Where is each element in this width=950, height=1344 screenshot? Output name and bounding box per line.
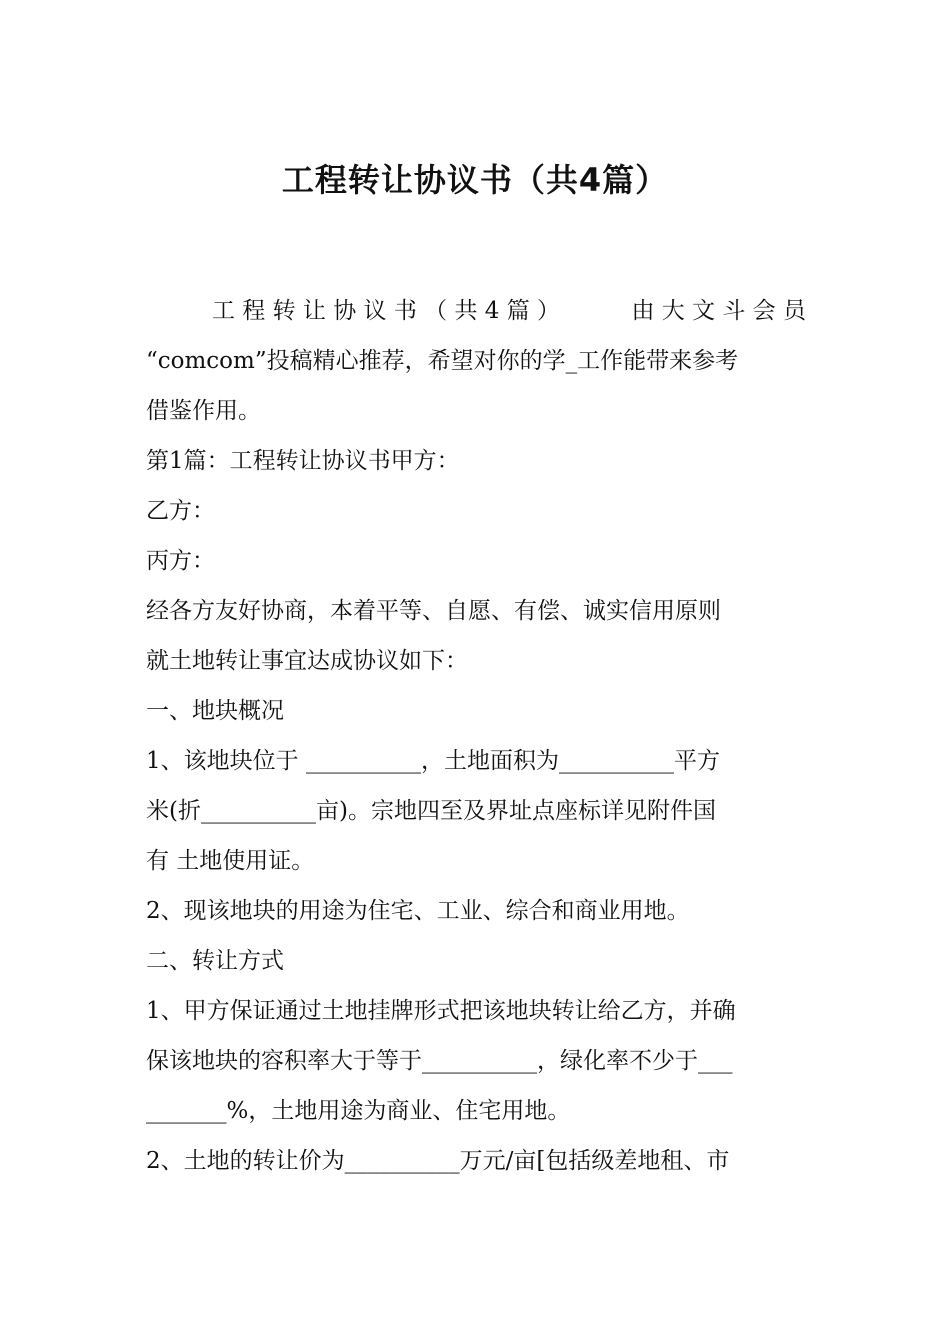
document-body [146,286,806,1186]
paragraph-line: 就土地转让事宜达成协议如下： [146,648,468,674]
intro-line-1 [146,286,806,336]
paragraph-line: 1、甲方保证通过土地挂牌形式把该地块转让给乙方，并确 [146,998,736,1024]
intro-line-1-left: 工 程 转 让 协 议 书 （ 共 4 篇 ） [212,298,561,324]
paragraph-line: 保该地块的容积率大于等于__________，绿化率不少于___ [146,1048,733,1074]
paragraph-line: _______%，土地用途为商业、住宅用地。 [146,1098,571,1124]
paragraph-line: 乙方： [146,498,215,524]
paragraph-line: 2、现该地块的用途为住宅、工业、综合和商业用地。 [146,898,690,924]
intro-line-3: 借鉴作用。 [146,398,261,424]
paragraph-line: 丙方： [146,548,215,574]
paragraph-line: 1、该地块位于 __________，土地面积为__________平方 [146,748,720,774]
section-heading: 二、转让方式 [146,948,284,974]
document-title: 工程转让协议书（共4篇） [281,161,669,199]
paragraph-line: 有 土地使用证。 [146,848,315,874]
paragraph-line: 第1篇：工程转让协议书甲方： [146,448,460,474]
intro-line-2: “comcom”投稿精心推荐，希望对你的学_工作能带来参考 [146,348,739,374]
section-heading: 一、地块概况 [146,698,284,724]
paragraph-line: 经各方友好协商，本着平等、自愿、有偿、诚实信用原则 [146,598,721,624]
intro-line-1-right: 由 大 文 斗 会 员 [631,298,806,324]
paragraph-line: 米(折__________亩)。宗地四至及界址点座标详见附件国 [146,798,716,824]
paragraph-line: 2、土地的转让价为__________万元/亩[包括级差地租、市 [146,1148,730,1174]
